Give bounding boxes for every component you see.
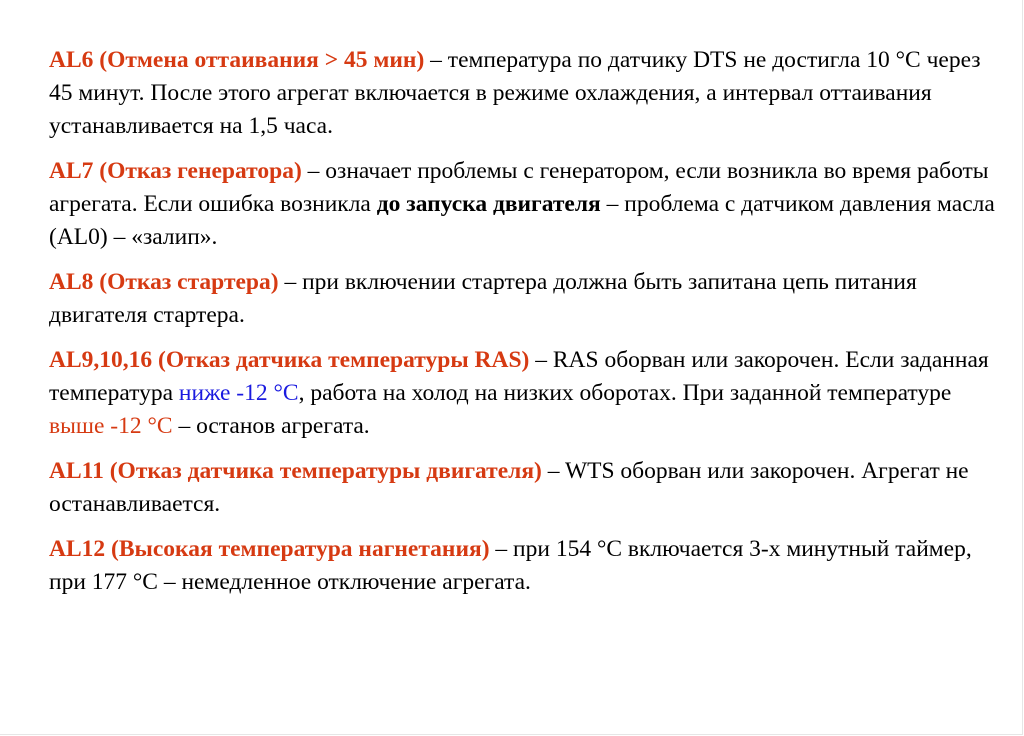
paragraph-al6 <box>49 44 1004 143</box>
al9-text-2: , работа на холод на низких оборотах. При заданной температуре <box>298 380 952 406</box>
al7-heading: AL7 (Отказ генератора) <box>49 158 302 184</box>
al8-heading: AL8 (Отказ стартера) <box>49 269 279 295</box>
al8-text: – при включении стартера должна быть запитана цепь питания двигателя стартера. <box>49 269 917 328</box>
paragraph-al7 <box>49 155 1004 254</box>
paragraph-al9 <box>49 344 1004 443</box>
al11-text: – WTS оборван или закорочен. Агрегат не останавливается. <box>49 458 969 517</box>
al9-blue-text: ниже -12 °С <box>178 380 299 406</box>
paragraph-al8 <box>49 266 1004 332</box>
al6-text: – температура по датчику DTS не достигла 10 °С через 45 минут. После этого агрегат включается в режиме охлаждения, а интервал оттаивания устанавливается на 1,5 часа. <box>49 47 981 139</box>
al11-heading: AL11 (Отказ датчика температуры двигателя) <box>49 458 542 484</box>
al7-text-1: – означает проблемы с генератором, если возникла во время работы агрегата. Если ошибка возникла <box>49 158 989 217</box>
al7-text-2: – проблема с датчиком давления масла (AL0) – «залип». <box>49 191 995 250</box>
paragraph-al12 <box>49 533 1004 599</box>
al9-red-text: выше -12 °С <box>49 413 173 439</box>
al9-heading: AL9,10,16 (Отказ датчика температуры RAS) <box>49 347 530 373</box>
al7-bold-text: до запуска двигателя <box>376 191 601 217</box>
al9-text-3: – останов агрегата. <box>172 413 370 439</box>
alarm-list <box>49 44 1004 611</box>
al6-heading: AL6 (Отмена оттаивания > 45 мин) <box>49 47 425 73</box>
al12-text: – при 154 °С включается 3-х минутный таймер, при 177 °С – немедленное отключение агрегата. <box>49 536 972 595</box>
paragraph-al11 <box>49 455 1004 521</box>
al9-text-1: – RAS оборван или закорочен. Если заданная температура <box>49 347 989 406</box>
al12-heading: AL12 (Высокая температура нагнетания) <box>49 536 490 562</box>
